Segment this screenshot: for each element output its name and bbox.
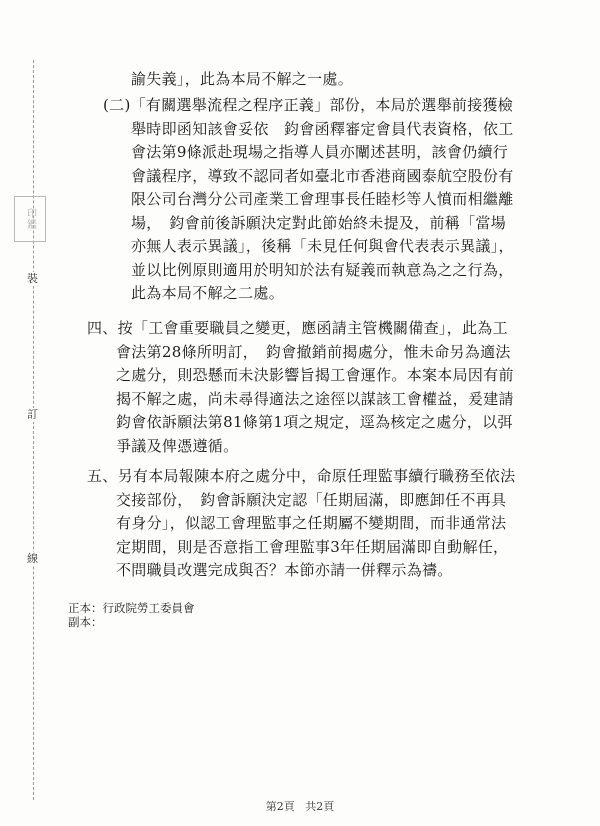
cc-copy (68, 614, 103, 630)
text-line: 限公司台灣分公司產業工會理事長任睦杉等人憤而相繼離 (131, 190, 514, 208)
page-footer (0, 798, 600, 814)
text-line: 會議程序，導致不認同者如臺北市香港商國泰航空股份有 (131, 166, 514, 185)
text-line: 會法第28條所明訂， 鈞會撤銷前揭處分，惟未命另為適法 (116, 342, 511, 361)
paragraph-section-5 (87, 465, 515, 583)
text-line: 場， 鈞會前後訴願決定對此節始終未提及，前稱「當場 (131, 213, 507, 232)
binding-line (33, 60, 34, 800)
page-number: 第2頁 (265, 800, 295, 813)
text-line: 會法第9條派赴現場之指導人員亦闡述甚明，該會仍續行 (131, 143, 509, 161)
text-line: 爭議及俾憑遵循。 (116, 436, 239, 455)
text-line: 五、另有本局報陳本府之處分中，命原任理監事續行職務至依法 (87, 467, 516, 485)
text-line: 不問職員改選完成與否？本節亦請一併釋示為禱。 (116, 561, 453, 579)
seal-text: 印鑑 (24, 208, 36, 230)
text-line: 有身分」，似認工會理監事之任期屬不變期間，而非通常法 (116, 514, 507, 532)
binding-label-ding: 訂 (27, 408, 38, 421)
cc-main-label: 正本： (68, 601, 103, 615)
binding-label-zhuang: 裝 (27, 272, 38, 285)
text-line: 之處分，則恐懸而未決影響旨揭工會運作。本案本局因有前 (116, 366, 514, 384)
text-line: 並以比例原則適用於明知於法有疑義而執意為之之行為， (131, 260, 514, 279)
cc-copy-label: 副本： (68, 615, 103, 629)
text-line: 定期間，則是否意指工會理監事3年任期屆滿即自動解任， (116, 537, 509, 556)
paragraph-continuation (131, 68, 353, 92)
page-total: 共2頁 (305, 800, 335, 813)
text-line: 交接部份， 鈞會訴願決定認「任期屆滿，即應卸任不再具 (116, 490, 507, 509)
paragraph-section-4 (87, 317, 514, 458)
paragraph-item-2 (103, 94, 514, 306)
text-line: 四、按「工會重要職員之變更，應函請主管機關備查」，此為工 (87, 319, 508, 337)
text-line: 亦無人表示異議」，後稱「未見任何與會代表表示異議」， (131, 237, 514, 255)
text-line: 揭不解之處，尚未尋得適法之途徑以謀該工會權益，爰建請 (116, 389, 514, 408)
binding-label-xian: 線 (27, 552, 38, 565)
text-line: 舉時即函知該會妥依 鈞會函釋審定會員代表資格，依工 (131, 119, 514, 138)
text-line: (二)「有關選舉流程之程序正義」部份，本局於選舉前接獲檢 (103, 96, 514, 114)
seal-stamp (14, 196, 46, 242)
text-line: 鈞會依訴願法第81條第1項之規定，逕為核定之處分，以弭 (116, 413, 513, 431)
cc-main-value: 行政院勞工委員會 (102, 601, 195, 615)
text-line: 此為本局不解之二處。 (131, 284, 285, 302)
text-line: 諭失義」，此為本局不解之一處。 (131, 70, 354, 88)
